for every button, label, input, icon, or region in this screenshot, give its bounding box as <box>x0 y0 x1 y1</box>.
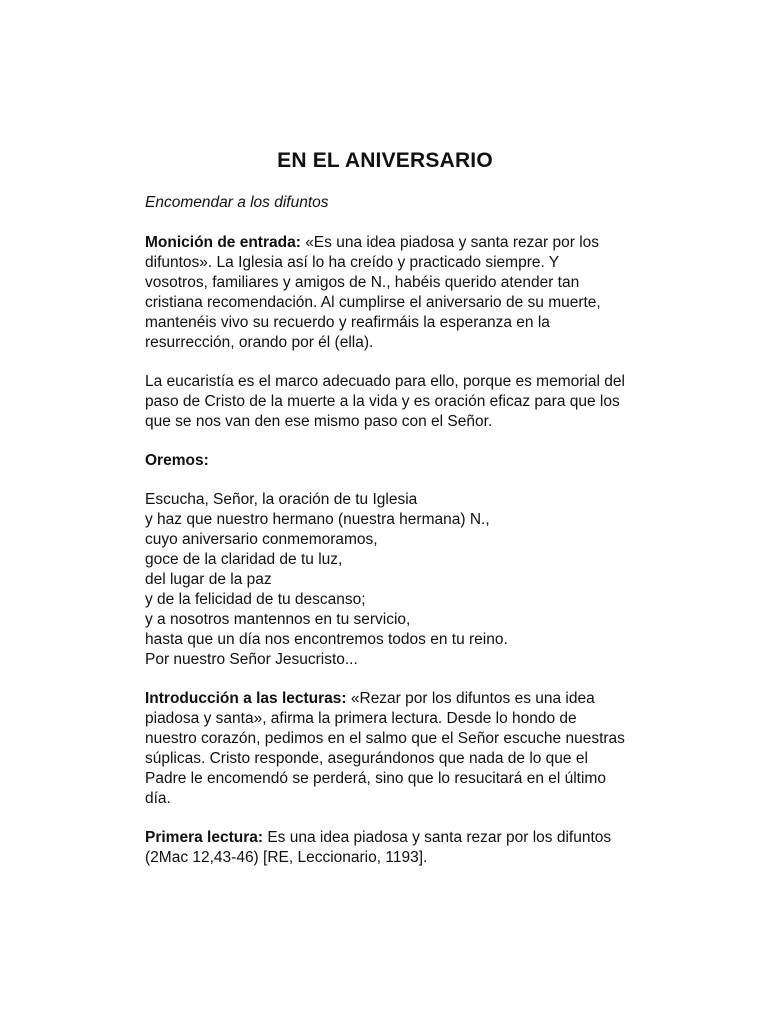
eucaristia-paragraph: La eucaristía es el marco adecuado para ello, porque es memorial del paso de Cristo de la muerte a la vida y es oración eficaz para que los que se nos van den ese mismo paso con el Señor. <box>145 373 625 430</box>
document-page <box>145 147 625 887</box>
prayer-line: Por nuestro Señor Jesucristo... <box>145 651 358 668</box>
monicion-label: Monición de entrada: <box>145 234 301 251</box>
primera-lectura-label: Primera lectura: <box>145 829 264 846</box>
monicion-paragraph <box>145 233 625 353</box>
introduccion-text: «Rezar por los difuntos es una idea piadosa y santa», afirma la primera lectura. Desde lo hondo de nuestro corazón, pedimos en el salmo que el Señor escuche nuestras súplicas. Cristo responde, asegurándonos que nada de lo que el Padre le encomendó se perderá, sino que lo resucitará en el último día. <box>145 690 625 807</box>
primera-lectura-text: Es una idea piadosa y santa rezar por los difuntos (2Mac 12,43-46) [RE, Leccionario, 1193]. <box>145 829 612 866</box>
prayer-line: Escucha, Señor, la oración de tu Iglesia <box>145 491 418 508</box>
prayer-line: cuyo aniversario conmemoramos, <box>145 531 378 548</box>
prayer-line: del lugar de la paz <box>145 571 272 588</box>
document-subtitle: Encomendar a los difuntos <box>145 194 329 211</box>
prayer-line: y haz que nuestro hermano (nuestra hermana) N., <box>145 511 490 528</box>
introduccion-paragraph <box>145 689 625 809</box>
monicion-text: «Es una idea piadosa y santa rezar por los difuntos». La Iglesia así lo ha creído y practicado siempre. Y vosotros, familiares y amigos de N., habéis querido atender tan cristiana recomendación. Al cumplirse el aniversario de su muerte, mantenéis vivo su recuerdo y reafirmáis la esperanza en la resurrección, orando por él (ella). <box>145 234 601 351</box>
prayer-line: y a nosotros mantennos en tu servicio, <box>145 611 411 628</box>
document-title: EN EL ANIVERSARIO <box>277 149 493 172</box>
primera-lectura-paragraph <box>145 828 625 868</box>
oremos-label: Oremos: <box>145 452 209 469</box>
prayer-line: goce de la claridad de tu luz, <box>145 551 343 568</box>
introduccion-label: Introducción a las lecturas: <box>145 690 347 707</box>
prayer-line: hasta que un día nos encontremos todos en tu reino. <box>145 631 508 648</box>
prayer-block <box>145 490 625 670</box>
oremos-heading <box>145 451 625 471</box>
prayer-line: y de la felicidad de tu descanso; <box>145 591 366 608</box>
